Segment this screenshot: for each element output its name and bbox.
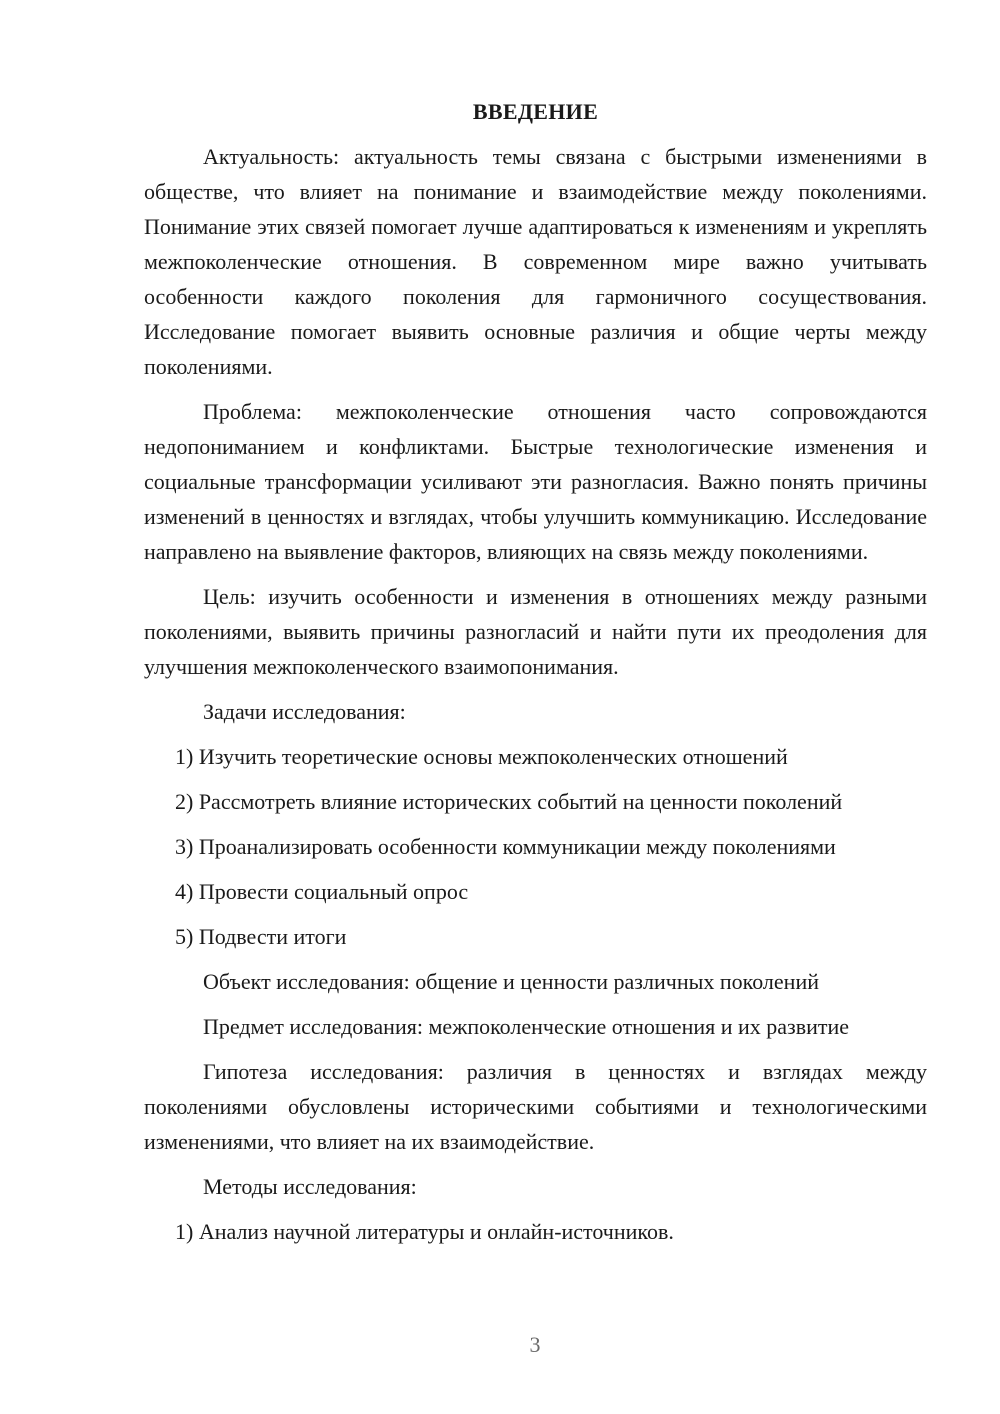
relevance-paragraph: Актуальность: актуальность темы связана с быстрыми изменениями в обществе, что влияет на понимание и взаимодействие между поколениями. Понимание этих связей помогает лучше адаптироваться к изменениям и укреплять межпоколенческие отношения. В современном мире важно учитывать особенности каждого поколения для гармоничного сосуществования. Исследование помогает выявить основные различия и общие черты между поколениями.	[144, 144, 927, 379]
task-item: 1) Изучить теоретические основы межпоколенческих отношений	[175, 744, 788, 769]
goal-paragraph: Цель: изучить особенности и изменения в отношениях между разными поколениями, выявить причины разногласий и найти пути их преодоления для улучшения межпоколенческого взаимопонимания.	[144, 584, 927, 679]
research-object: Объект исследования: общение и ценности различных поколений	[203, 969, 819, 994]
method-item: 1) Анализ научной литературы и онлайн-источников.	[175, 1219, 674, 1244]
problem-paragraph: Проблема: межпоколенческие отношения часто сопровождаются недопониманием и конфликтами. Быстрые технологические изменения и социальные трансформации усиливают эти разногласия. Важно понять причины изменений в ценностях и взглядах, чтобы улучшить коммуникацию. Исследование направлено на выявление факторов, влияющих на связь между поколениями.	[144, 399, 927, 564]
page-number: 3	[529, 1332, 541, 1357]
hypothesis-paragraph: Гипотеза исследования: различия в ценностях и взглядах между поколениями обусловлены историческими событиями и технологическими изменениями, что влияет на их взаимодействие.	[144, 1059, 927, 1154]
task-item: 2) Рассмотреть влияние исторических событий на ценности поколений	[175, 789, 843, 814]
methods-heading: Методы исследования:	[203, 1174, 417, 1199]
tasks-heading: Задачи исследования:	[203, 699, 406, 724]
page-title: ВВЕДЕНИЕ	[472, 99, 599, 124]
task-item: 5) Подвести итоги	[175, 924, 347, 949]
task-item: 4) Провести социальный опрос	[175, 879, 469, 904]
research-subject: Предмет исследования: межпоколенческие отношения и их развитие	[203, 1014, 850, 1039]
page-content	[144, 94, 927, 1249]
task-item: 3) Проанализировать особенности коммуникации между поколениями	[175, 834, 836, 859]
